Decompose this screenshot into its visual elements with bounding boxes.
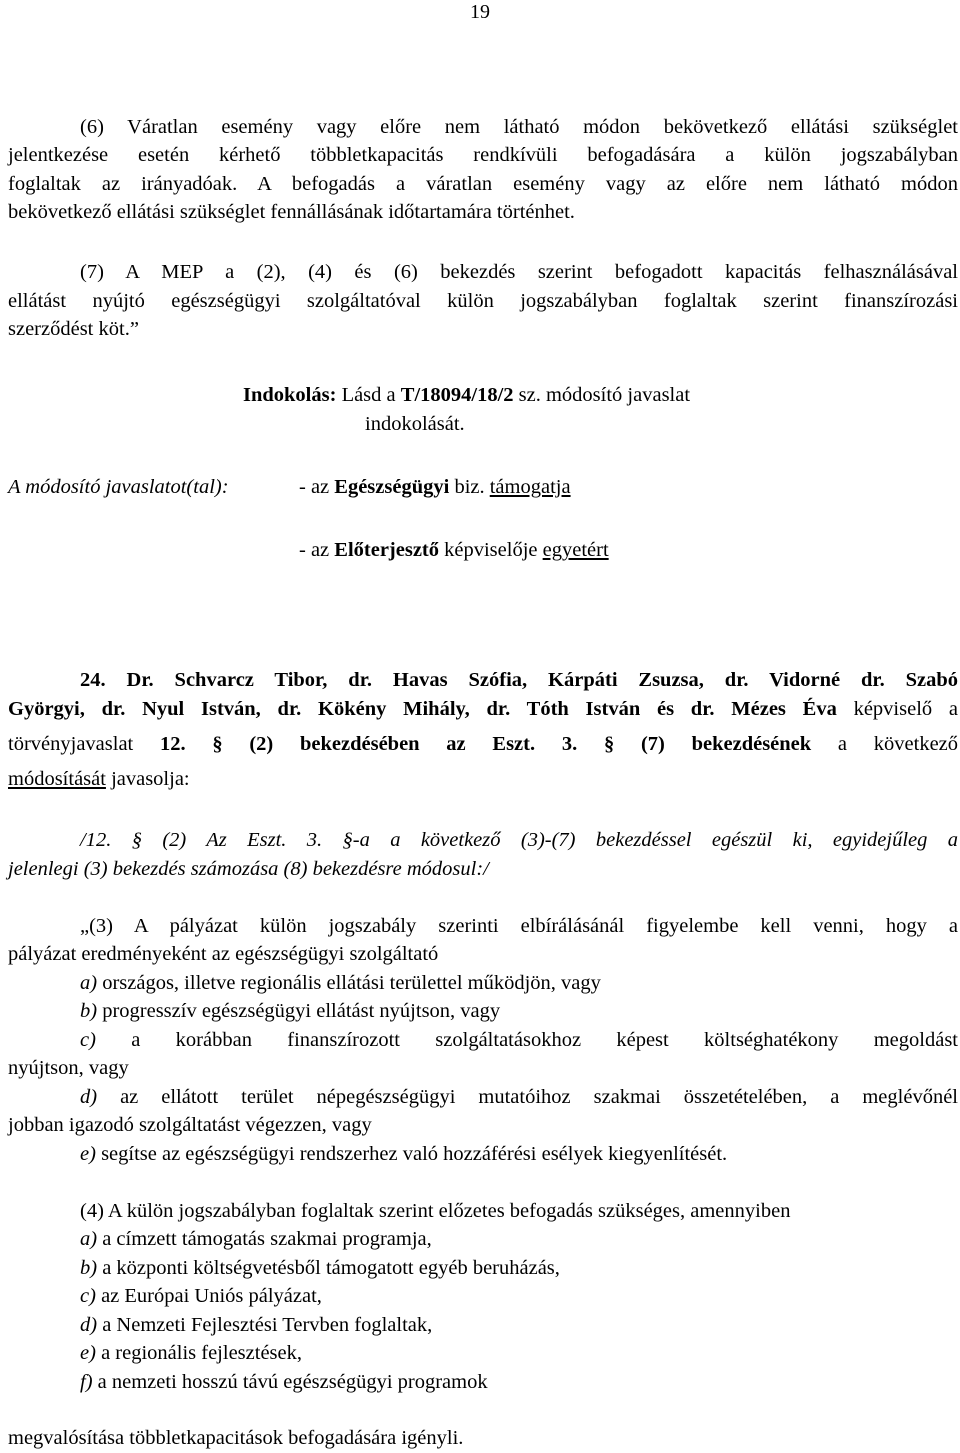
note-line: /12. § (2) Az Eszt. 3. §-a a következő (3)-(7) bekezdéssel egészül ki, egyidejűleg a [80,829,958,851]
list-item: a) a címzett támogatás szakmai programja, [80,1228,432,1250]
list-item: b) progresszív egészségügyi ellátást nyújtson, vagy [80,1000,501,1022]
list-item: e) segítse az egészségügyi rendszerhez való hozzáférési esélyek kiegyenlítését. [80,1143,728,1165]
para6-line: jelentkezése esetén kérhető többletkapacitás rendkívüli befogadására a külön jogszabályban [8,144,958,166]
list-item: b) a központi költségvetésből támogatott egyéb beruházás, [80,1257,560,1279]
list-item-cont: jobban igazodó szolgáltatást végezzen, vagy [8,1114,372,1136]
para6-line: (6) Váratlan esemény vagy előre nem látható módon bekövetkező ellátási szükséglet [80,116,958,138]
support-label: A módosító javaslatot(tal): [8,476,229,498]
list-item-cont: nyújtson, vagy [8,1057,129,1079]
justification-label: Indokolás: [243,384,337,406]
amendment-authors: 24. Dr. Schvarcz Tibor, dr. Havas Szófia, Kárpáti Zsuzsa, dr. Vidorné dr. Szabó [80,669,958,691]
justification-text: sz. módosító javaslat [513,384,691,406]
amendment-authors: Györgyi, dr. Nyul István, dr. Kökény Mihály, dr. Tóth István és dr. Mézes Éva [8,698,837,720]
list-item: d) az ellátott terület népegészségügyi mutatóihoz szakmai összetételében, a meglévőnél [80,1086,958,1108]
page-number: 19 [470,1,490,23]
list-item: a) országos, illetve regionális ellátási területtel működjön, vagy [80,972,601,994]
list-item: d) a Nemzeti Fejlesztési Tervben foglaltak, [80,1314,433,1336]
list-item: e) a regionális fejlesztések, [80,1342,302,1364]
justification-text: indokolását. [365,413,465,435]
list-item: c) a korábban finanszírozott szolgáltatásokhoz képest költséghatékony megoldást [80,1029,958,1051]
justification-ref: T/18094/18/2 [400,384,514,406]
para7-line: ellátást nyújtó egészségügyi szolgáltatóval külön jogszabályban foglaltak szerint finanszírozási [8,290,958,312]
amendment-target: 12. § (2) bekezdésében az Eszt. 3. § (7) bekezdésének [159,733,812,755]
p3-line: „(3) A pályázat külön jogszabály szerinti elbírálásánál figyelembe kell venni, hogy a [80,915,958,937]
support-submitter: - az Előterjesztő képviselője egyetért [299,539,609,561]
note-line: jelenlegi (3) bekezdés számozása (8) bekezdésre módosul:/ [8,858,489,880]
p3-line: pályázat eredményeként az egészségügyi szolgáltató [8,943,439,965]
para7-line: (7) A MEP a (2), (4) és (6) bekezdés szerint befogadott kapacitás felhasználásával [80,261,958,283]
list-item: f) a nemzeti hosszú távú egészségügyi programok [80,1371,488,1393]
p4-line: (4) A külön jogszabályban foglaltak szerint előzetes befogadás szükséges, amennyiben [80,1200,791,1222]
support-committee: - az Egészségügyi biz. támogatja [299,476,571,498]
para6-line: bekövetkező ellátási szükséglet fennállásának időtartamára történhet. [8,201,575,223]
para6-line: foglaltak az irányadóak. A befogadás a váratlan esemény vagy az előre nem látható módon [8,173,958,195]
justification-text: Lásd a [336,384,401,406]
p4-closing-line: megvalósítása többletkapacitások befogadására igényli. [8,1427,464,1449]
list-item: c) az Európai Uniós pályázat, [80,1285,322,1307]
para7-line: szerződést köt.” [8,318,139,340]
